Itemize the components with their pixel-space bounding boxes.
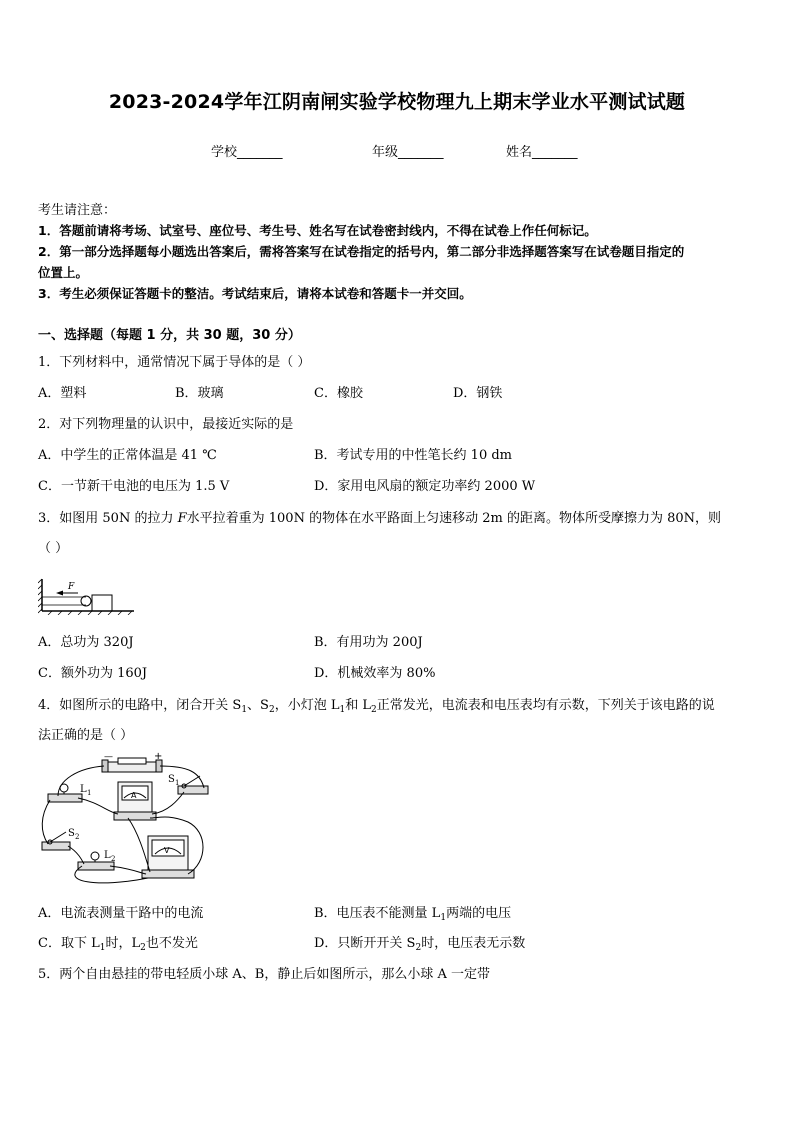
q3-figure [38, 575, 138, 615]
svg-text:V: V [164, 846, 170, 855]
notice-item-1: 1．答题前请将考场、试室号、座位号、考生号、姓名写在试卷密封线内，不得在试卷上作任何标记。 [38, 223, 597, 238]
svg-text:2: 2 [75, 833, 80, 841]
svg-text:+: + [154, 752, 163, 762]
svg-text:2: 2 [111, 855, 116, 863]
q4-option-d: D．只断开开关 $S_2$时，电压表无示数 [314, 936, 526, 953]
q1-option-d: D．钢铁 [453, 386, 503, 401]
q2-stem: 2．对下列物理量的认识中，最接近实际的是 [38, 417, 294, 432]
q3-option-a: A．总功为 320J [38, 635, 134, 650]
q1-stem: 1．下列材料中，通常情况下属于导体的是（ ） [38, 355, 311, 370]
notice-heading: 考生请注意： [38, 203, 117, 218]
q3-option-c: C．额外功为 160J [38, 666, 148, 681]
page-title: 2023-2024学年江阴南闸实验学校物理九上期末学业水平测试试题 [108, 91, 686, 113]
q2-option-b: B．考试专用的中性笔长约 10 dm [314, 448, 513, 463]
grade-field: 年级_______ [372, 145, 444, 160]
notice-item-2: 2．第一部分选择题每小题选出答案后，需将答案写在试卷指定的括号内，第二部分非选择题答案写在试卷题目指定的 [38, 244, 685, 259]
notice-item-3: 3．考生必须保证答题卡的整洁。考试结束后，请将本试卷和答题卡一并交回。 [38, 286, 472, 301]
svg-text:L: L [104, 850, 111, 861]
q4-stem-line2: 法正确的是（ ） [38, 728, 134, 743]
section-heading: 一、选择题（每题 1 分，共 30 题，30 分） [38, 328, 301, 343]
name-field: 姓名_______ [506, 145, 578, 160]
svg-text:S: S [168, 774, 175, 785]
q3-option-b: B．有用功为 200J [314, 635, 423, 650]
q3-stem: 3．如图用 50N 的拉力 F水平拉着重为 100N 的物体在水平路面上匀速移动 2m 的距离。物体所受摩擦力为 80N，则 [38, 511, 721, 526]
q1-option-b: B．玻璃 [175, 386, 224, 401]
q4-stem-line1: 4．如图所示的电路中，闭合开关 $S_1$、$S_2$，小灯泡 $L_1$和 $L_2$正常发光，电流表和电压表均有示数，下列关于该电路的说 [38, 698, 715, 715]
svg-text:F: F [68, 582, 75, 592]
svg-text:1: 1 [175, 779, 180, 787]
q4-option-b: B．电压表不能测量 $L_1$两端的电压 [314, 906, 512, 923]
q4-circuit-figure [38, 752, 213, 892]
q4-option-a: A．电流表测量干路中的电流 [38, 906, 204, 921]
q3-paren: （ ） [38, 541, 69, 556]
q1-option-a: A．塑料 [38, 386, 87, 401]
school-field: 学校_______ [211, 145, 283, 160]
svg-text:—: — [104, 752, 113, 762]
q1-option-c: C．橡胶 [314, 386, 363, 401]
svg-text:A: A [131, 791, 137, 800]
notice-item-2-cont: 位置上。 [38, 265, 89, 280]
svg-text:1: 1 [87, 789, 92, 797]
q5-stem: 5．两个自由悬挂的带电轻质小球 A、B，静止后如图所示，那么小球 A 一定带 [38, 967, 490, 982]
q2-option-c: C．一节新干电池的电压为 1.5 V [38, 479, 230, 494]
svg-text:L: L [80, 784, 87, 795]
q2-option-a: A．中学生的正常体温是 41 ℃ [38, 448, 217, 463]
q2-option-d: D．家用电风扇的额定功率约 2000 W [314, 479, 536, 494]
svg-text:S: S [68, 828, 75, 839]
q4-option-c: C．取下 $L_1$时，$L_2$也不发光 [38, 936, 198, 953]
q3-option-d: D．机械效率为 80% [314, 666, 436, 681]
